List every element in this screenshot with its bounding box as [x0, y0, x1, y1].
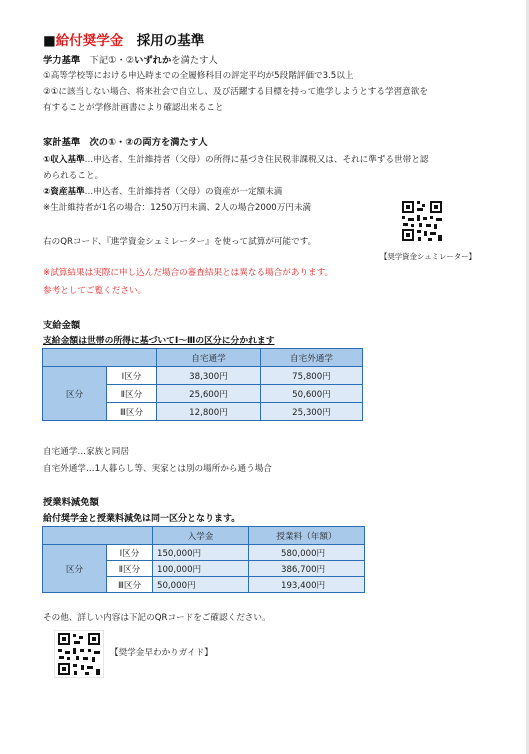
asset-criterion: ②資産基準…申込者、生計維持者（父母）の資産が一定額未満 [43, 187, 283, 197]
title-rest: 採用の基準 [136, 33, 205, 49]
payment-col-away: 自宅外通学 [261, 349, 363, 367]
payment-subheading: 支給金額は世帯の所得に基づいてⅠ～Ⅲの区分に分かれます [43, 336, 275, 346]
cell-value: 50,600円 [261, 385, 363, 403]
cell-value: 100,000円 [153, 561, 249, 577]
row-label: Ⅰ区分 [107, 545, 153, 561]
guide-qr-code[interactable] [54, 630, 104, 678]
row-label: Ⅱ区分 [107, 561, 153, 577]
payment-table-header [43, 349, 363, 367]
row-label: Ⅲ区分 [107, 577, 153, 593]
tuition-col-admission: 入学金 [153, 527, 249, 545]
tuition-header-corner [43, 527, 153, 545]
payment-header-corner [43, 349, 157, 367]
cell-value: 75,800円 [261, 367, 363, 385]
income-criterion: ①収入基準…申込者、生計維持者（父母）の所得に基づき住民税非課税又は、それに準ずる世帯と認 [43, 155, 429, 165]
payment-kubun-label: 区分 [43, 367, 107, 421]
row-label: Ⅲ区分 [107, 403, 157, 421]
tuition-kubun-label: 区分 [43, 545, 107, 593]
tuition-table-header [43, 527, 365, 545]
note-away-commute: 自宅外通学…1人暮らし等、実家とは別の場所から通う場合 [43, 464, 272, 474]
page-title [43, 33, 204, 50]
academic-line-2: ②①に該当しない場合、将来社会で自立し、及び活躍する目標を持って進学しようとする学習意欲を [43, 87, 428, 97]
title-prefix: ■ [43, 33, 56, 49]
row-label: Ⅰ区分 [107, 367, 157, 385]
cell-value: 12,800円 [157, 403, 261, 421]
cell-value: 50,000円 [153, 577, 249, 593]
cell-value: 25,600円 [157, 385, 261, 403]
academic-line-1: ①高等学校等における申込時までの全履修科目の評定平均が5段階評価で3.5以上 [43, 71, 354, 81]
cell-value: 25,300円 [261, 403, 363, 421]
cell-value: 386,700円 [249, 561, 365, 577]
payment-col-home: 自宅通学 [157, 349, 261, 367]
academic-line-3: 有することが学修計画書により確認出来ること [43, 103, 224, 113]
cell-value: 150,000円 [153, 545, 249, 561]
simulator-text: 右のQRコード、『進学資金シュミレーター』を使って試算が可能です。 [43, 237, 317, 247]
footer-text: その他、詳しい内容は下記のQRコードをご確認ください。 [43, 613, 271, 623]
tuition-subheading: 給付奨学金と授業料減免は同一区分となります。 [43, 514, 241, 524]
table-row [43, 545, 365, 561]
table-row [43, 367, 363, 385]
payment-table [42, 348, 363, 421]
guide-qr-caption: 【奨学金早わかりガイド】 [110, 648, 213, 658]
simulator-qr-caption: 【奨学資金シュミレーター】 [380, 252, 476, 261]
academic-heading: 学力基準 下記①・②いずれかを満たす人 [43, 55, 218, 66]
simulator-qr-code[interactable] [399, 198, 445, 244]
tuition-table [42, 526, 365, 593]
income-criterion-cont: められること。 [43, 171, 104, 181]
cell-value: 580,000円 [249, 545, 365, 561]
cell-value: 38,300円 [157, 367, 261, 385]
payment-heading: 支給金額 [43, 320, 81, 331]
title-highlight: 給付奨学金 [55, 33, 124, 49]
cell-value: 193,400円 [249, 577, 365, 593]
row-label: Ⅱ区分 [107, 385, 157, 403]
tuition-heading: 授業料減免額 [43, 497, 99, 508]
warning-line-2: 参考としてご覧ください。 [43, 286, 147, 296]
warning-line-1: ※試算結果は実際に申し込んだ場合の審査結果とは異なる場合があります。 [43, 268, 334, 278]
note-home-commute: 自宅通学…家族と同居 [43, 447, 129, 457]
household-heading: 家計基準 次の①・②の両方を満たす人 [43, 137, 208, 148]
asset-note: ※生計維持者が1名の場合：1250万円未満、2人の場合2000万円未満 [43, 203, 312, 213]
tuition-col-annual: 授業料（年額） [249, 527, 365, 545]
